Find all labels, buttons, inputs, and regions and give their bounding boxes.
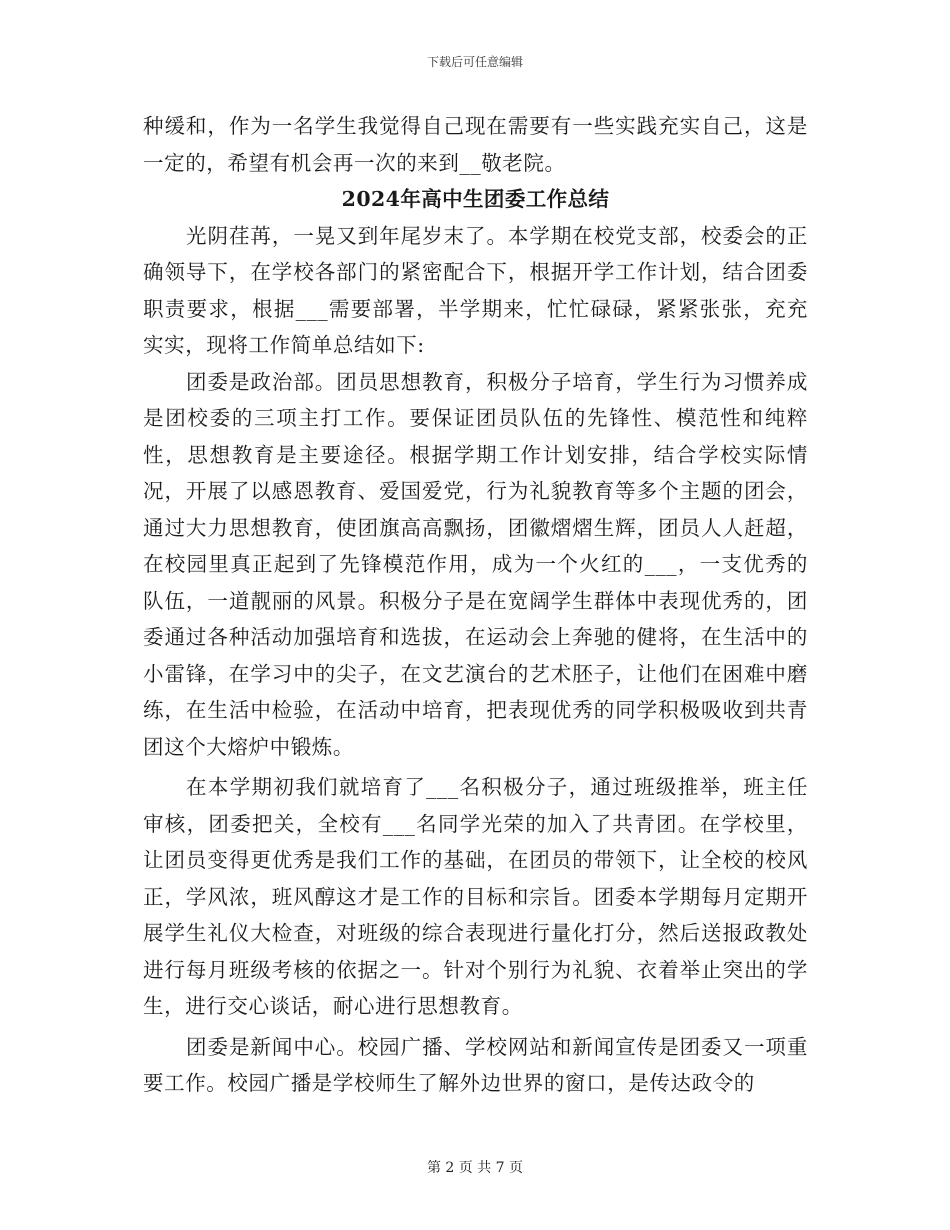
page-footer: 第 2 页 共 7 页 xyxy=(426,1160,524,1176)
document-body xyxy=(143,108,808,1102)
body-paragraph-4: 团委是新闻中心。校园广播、学校网站和新闻宣传是团委又一项重要工作。校园广播是学校师生了解外边世界的窗口，是传达政令的 xyxy=(143,1034,808,1095)
body-paragraph-3: 在本学期初我们就培育了___名积极分子，通过班级推举，班主任审核，团委把关，全校有___名同学光荣的加入了共青团。在学校里，让团员变得更优秀是我们工作的基础，在团员的带领下，让全校的校风正，学风浓，班风醇这才是工作的目标和宗旨。团委本学期每月定期开展学生礼仪大检查，对班级的综合表现进行量化打分，然后送报政教处进行每月班级考核的依据之一。针对个别行为礼貌、衣着举止突出的学生，进行交心谈话，耐心进行思想教育。 xyxy=(143,775,808,1018)
page-header: 下载后可任意编辑 xyxy=(426,55,523,69)
body-paragraph-1: 光阴荏苒，一晃又到年尾岁末了。本学期在校党支部，校委会的正确领导下，在学校各部门的紧密配合下，根据开学工作计划，结合团委职责要求，根据___需要部署，半学期来，忙忙碌碌，紧紧张张，充充实实，现将工作简单总结如下: xyxy=(143,223,808,357)
body-paragraph-2: 团委是政治部。团员思想教育，积极分子培育，学生行为习惯养成是团校委的三项主打工作。要保证团员队伍的先锋性、模范性和纯粹性，思想教育是主要途径。根据学期工作计划安排，结合学校实际情况，开展了以感恩教育、爱国爱党，行为礼貌教育等多个主题的团会，通过大力思想教育，使团旗高高飘扬，团徽熠熠生辉，团员人人赶超，在校园里真正起到了先锋模范作用，成为一个火红的___，一支优秀的队伍，一道靓丽的风景。积极分子是在宽阔学生群体中表现优秀的，团委通过各种活动加强培育和选拔，在运动会上奔驰的健将，在生活中的小雷锋，在学习中的尖子，在文艺演台的艺术胚子，让他们在困难中磨练，在生活中检验，在活动中培育，把表现优秀的同学积极吸收到共青团这个大熔炉中锻炼。 xyxy=(143,369,808,759)
continuation-paragraph: 种缓和，作为一名学生我觉得自己现在需要有一些实践充实自己，这是一定的，希望有机会再一次的来到__敬老院。 xyxy=(143,114,808,175)
document-title: 2024年高中生团委工作总结 xyxy=(341,187,610,211)
